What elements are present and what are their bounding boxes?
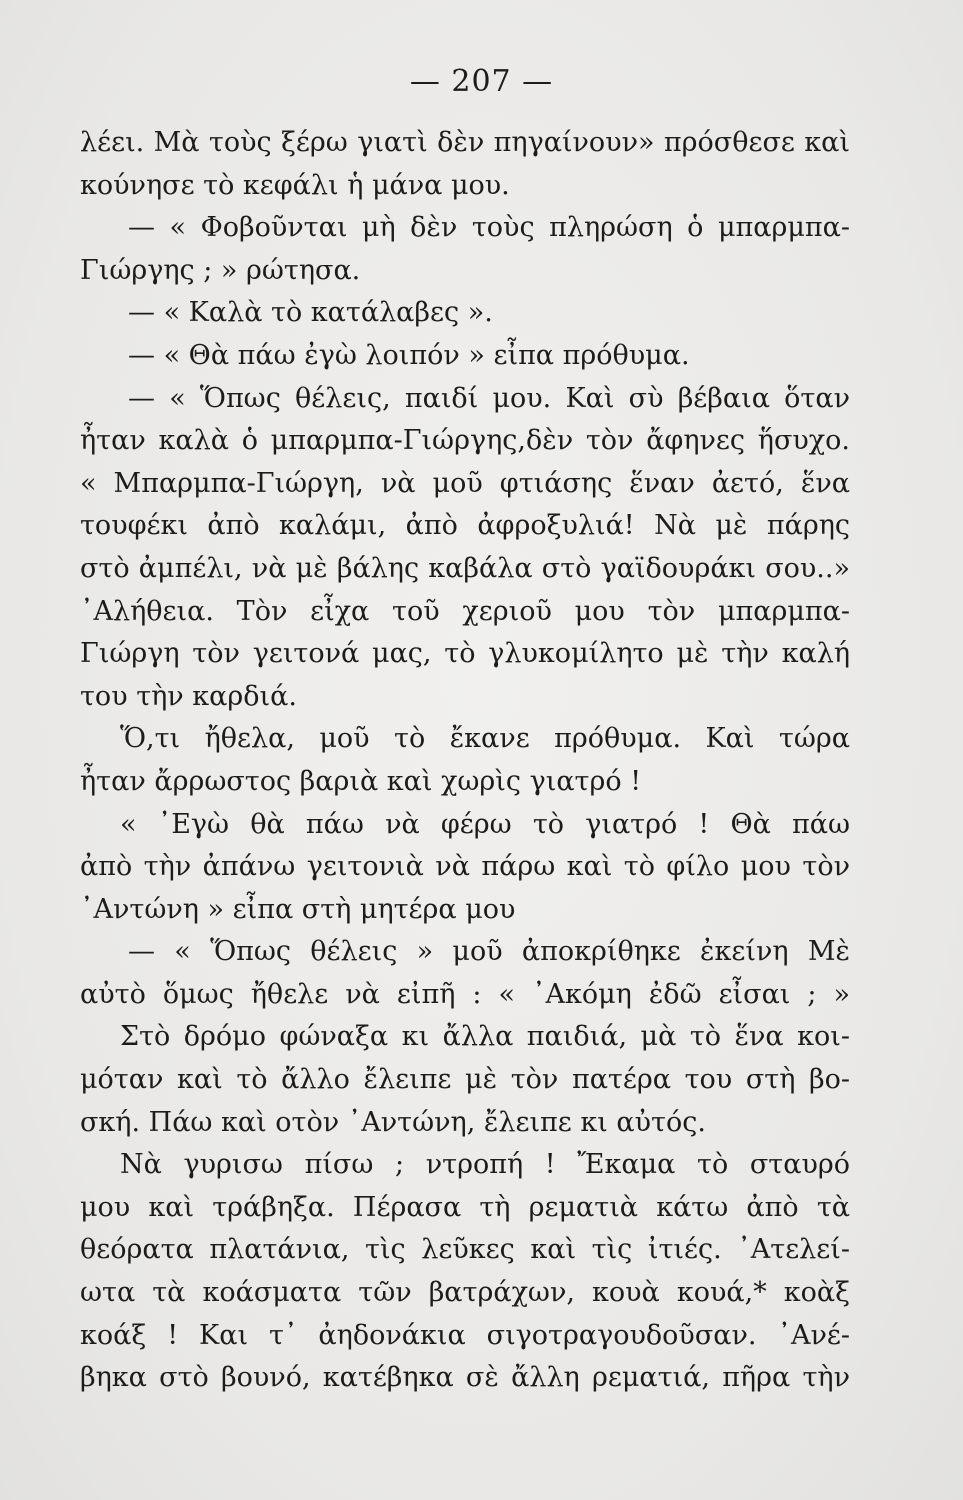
text-line: ἦταν καλὰ ὁ μπαρμπα-Γιώργης,δὲν τὸν ἄφηνες ἥσυχο. bbox=[80, 425, 850, 457]
text-line: κοάξ ! Και τ᾿ ἀηδονάκια σιγοτραγουδοῦσαν. ᾿Ανέ- bbox=[80, 1319, 850, 1351]
page-number: — 207 — bbox=[409, 64, 554, 99]
text-line: βηκα στὸ βουνό, κατέβηκα σὲ ἄλλη ρεματιά, πῆρα τὴν bbox=[80, 1362, 850, 1394]
text-line: — « Ὅπως θέλεις, παιδί μου. Καὶ σὺ βέβαια ὅταν bbox=[128, 382, 850, 414]
text-line: — « Καλὰ τὸ κατάλαβες ». bbox=[128, 297, 493, 329]
text-line: — « Φοβοῦνται μὴ δὲν τοὺς πληρώση ὁ μπαρμπα- bbox=[128, 212, 850, 244]
text-line: Στὸ δρόμο φώναξα κι ἄλλα παιδιά, μὰ τὸ ἕνα κοι- bbox=[120, 1021, 850, 1053]
text-line: τουφέκι ἀπὸ καλάμι, ἀπὸ ἀφροξυλιά! Νὰ μὲ πάρης bbox=[80, 510, 850, 542]
text-line: κούνησε τὸ κεφάλι ἡ μάνα μου. bbox=[80, 169, 510, 201]
text-line: ἀπὸ τὴν ἀπάνω γειτονιὰ νὰ πάρω καὶ τὸ φίλο μου τὸν bbox=[80, 851, 850, 883]
text-line: — « Ὅπως θέλεις » μοῦ ἀποκρίθηκε ἐκείνη Μὲ bbox=[128, 936, 850, 968]
text-line: — « Θὰ πάω ἐγὼ λοιπόν » εἶπα πρόθυμα. bbox=[128, 339, 690, 371]
text-line: ᾿Αλήθεια. Τὸν εἶχα τοῦ χεριοῦ μου τὸν μπαρμπα- bbox=[80, 595, 850, 627]
text-line: Γιώργης ; » ρώτησα. bbox=[80, 254, 361, 286]
text-line: του τὴν καρδιά. bbox=[80, 680, 297, 712]
text-line: ἦταν ἄρρωστος βαριὰ καὶ χωρὶς γιατρό ! bbox=[80, 765, 642, 797]
text-line: Ὅ,τι ἤθελα, μοῦ τὸ ἔκανε πρόθυμα. Καὶ τώρα bbox=[120, 723, 850, 755]
text-line: « ᾿Εγὼ θὰ πάω νὰ φέρω τὸ γιατρό ! Θὰ πάω bbox=[120, 808, 850, 840]
body-text bbox=[80, 122, 850, 1400]
text-line: Νὰ γυρισω πίσω ; ντροπή ! Ἔκαμα τὸ σταυρό bbox=[120, 1149, 850, 1181]
text-line: Γιώργη τὸν γειτονά μας, τὸ γλυκομίλητο μὲ τὴν καλή bbox=[80, 638, 850, 670]
text-line: ᾿Αντώνη » εἶπα στὴ μητέρα μου bbox=[80, 893, 516, 925]
text-line: λέει. Μὰ τοὺς ξέρω γιατὶ δὲν πηγαίνουν» πρόσθεσε καὶ bbox=[80, 127, 850, 158]
text-line: μου καὶ τράβηξα. Πέρασα τὴ ρεματιὰ κάτω ἀπὸ τὰ bbox=[80, 1191, 850, 1223]
text-line: στὸ ἀμπέλι, νὰ μὲ βάλης καβάλα στὸ γαϊδουράκι σου..» bbox=[80, 552, 850, 584]
text-line: σκή. Πάω καὶ οτὸν ᾿Αντώνη, ἔλειπε κι αὐτός. bbox=[80, 1106, 706, 1138]
text-line: « Μπαρμπα-Γιώργη, νὰ μοῦ φτιάσης ἕναν ἀετό, ἕνα bbox=[80, 467, 850, 499]
text-line: ωτα τὰ κοάσματα τῶν βατράχων, κουὰ κουά,* κοὰξ bbox=[80, 1277, 850, 1309]
text-line: μόταν καὶ τὸ ἄλλο ἔλειπε μὲ τὸν πατέρα του στὴ βο- bbox=[80, 1064, 850, 1096]
text-line: αὐτὸ ὅμως ἤθελε νὰ εἰπῆ : « ᾿Ακόμη ἐδῶ εἶσαι ; » bbox=[80, 978, 850, 1010]
text-line: θεόρατα πλατάνια, τὶς λεῦκες καὶ τὶς ἰτιές. ᾿Ατελεί- bbox=[80, 1234, 850, 1266]
